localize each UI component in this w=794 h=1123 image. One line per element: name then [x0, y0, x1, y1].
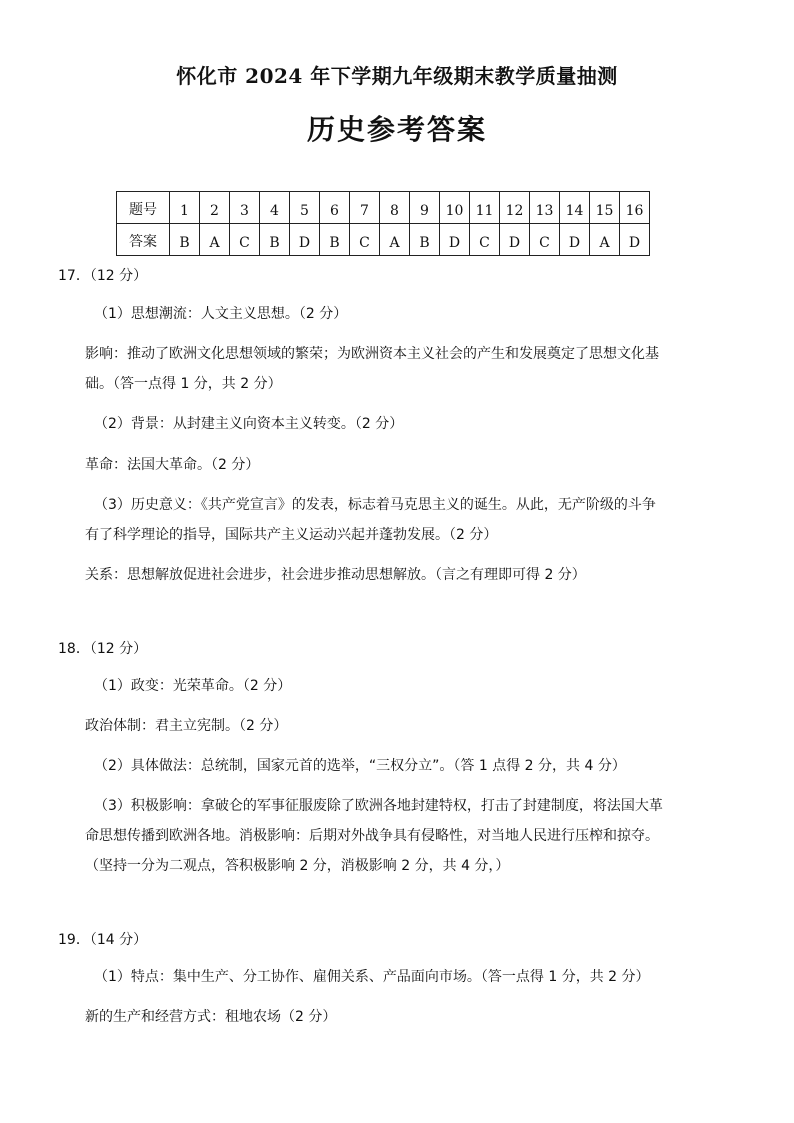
answer-cell: B	[170, 224, 200, 256]
q18-part3-line2: 命思想传播到欧洲各地。消极影响：后期对外战争具有侵略性，对当地人民进行压榨和掠夺。	[85, 828, 659, 844]
question-number-cell: 14	[560, 192, 590, 224]
q18-heading: 18．（12 分）	[58, 641, 148, 657]
answer-cell: B	[260, 224, 290, 256]
q18-part3-line3: （坚持一分为二观点，答积极影响 2 分，消极影响 2 分，共 4 分，）	[85, 858, 510, 874]
question-number-cell: 2	[200, 192, 230, 224]
q17-impact-line1: 影响：推动了欧洲文化思想领域的繁荣；为欧洲资本主义社会的产生和发展奠定了思想文化基	[85, 346, 659, 362]
answer-cell: A	[590, 224, 620, 256]
q17-part1: （1）思想潮流：人文主义思想。（2 分）	[94, 306, 348, 322]
q19-part1: （1）特点：集中生产、分工协作、雇佣关系、产品面向市场。（答一点得 1 分，共 2 分）	[94, 969, 650, 985]
question-number-cell: 3	[230, 192, 260, 224]
row-label-answer: 答案	[117, 224, 170, 256]
question-number-cell: 12	[500, 192, 530, 224]
answer-cell: D	[440, 224, 470, 256]
exam-title: 怀化市 2024 年下学期九年级期末教学质量抽测	[176, 64, 618, 88]
q17-part3-line2: 有了科学理论的指导，国际共产主义运动兴起并蓬勃发展。（2 分）	[85, 527, 498, 543]
answer-cell: C	[470, 224, 500, 256]
q17-part3-line1: （3）历史意义：《共产党宣言》的发表，标志着马克思主义的诞生。从此，无产阶级的斗争	[94, 497, 656, 513]
q19-new-mode: 新的生产和经营方式：租地农场（2 分）	[85, 1009, 337, 1025]
answer-cell: D	[620, 224, 650, 256]
question-number-cell: 10	[440, 192, 470, 224]
question-number-cell: 16	[620, 192, 650, 224]
answer-table	[116, 191, 650, 256]
question-number-cell: 9	[410, 192, 440, 224]
q17-revolution: 革命：法国大革命。（2 分）	[85, 457, 260, 473]
q19-heading: 19．（14 分）	[58, 932, 148, 948]
q17-heading: 17．（12 分）	[58, 268, 148, 284]
q17-relation: 关系：思想解放促进社会进步，社会进步推动思想解放。（言之有理即可得 2 分）	[85, 567, 586, 583]
answer-cell: B	[410, 224, 440, 256]
q18-part2: （2）具体做法：总统制，国家元首的选举，“三权分立”。（答 1 点得 2 分，共 4 分）	[94, 758, 626, 774]
question-number-cell: 15	[590, 192, 620, 224]
question-number-cell: 6	[320, 192, 350, 224]
answer-cell: A	[200, 224, 230, 256]
q18-part3-line1: （3）积极影响：拿破仑的军事征服废除了欧洲各地封建特权，打击了封建制度，将法国大革	[94, 798, 663, 814]
row-label-number: 题号	[117, 192, 170, 224]
answer-cell: D	[500, 224, 530, 256]
answer-row	[117, 224, 650, 256]
answer-cell: B	[320, 224, 350, 256]
q17-part2: （2）背景：从封建主义向资本主义转变。（2 分）	[94, 416, 404, 432]
question-number-cell: 5	[290, 192, 320, 224]
question-number-cell: 8	[380, 192, 410, 224]
question-number-cell: 1	[170, 192, 200, 224]
question-number-cell: 11	[470, 192, 500, 224]
answer-key-title: 历史参考答案	[306, 113, 487, 146]
q18-political-system: 政治体制：君主立宪制。（2 分）	[85, 718, 288, 734]
answer-cell: D	[560, 224, 590, 256]
q18-part1: （1）政变：光荣革命。（2 分）	[94, 678, 292, 694]
question-number-cell: 13	[530, 192, 560, 224]
question-number-cell: 7	[350, 192, 380, 224]
q17-impact-line2: 础。（答一点得 1 分，共 2 分）	[85, 376, 282, 392]
answer-cell: C	[350, 224, 380, 256]
answer-cell: C	[230, 224, 260, 256]
question-number-row	[117, 192, 650, 224]
answer-cell: D	[290, 224, 320, 256]
answer-cell: A	[380, 224, 410, 256]
question-number-cell: 4	[260, 192, 290, 224]
answer-cell: C	[530, 224, 560, 256]
